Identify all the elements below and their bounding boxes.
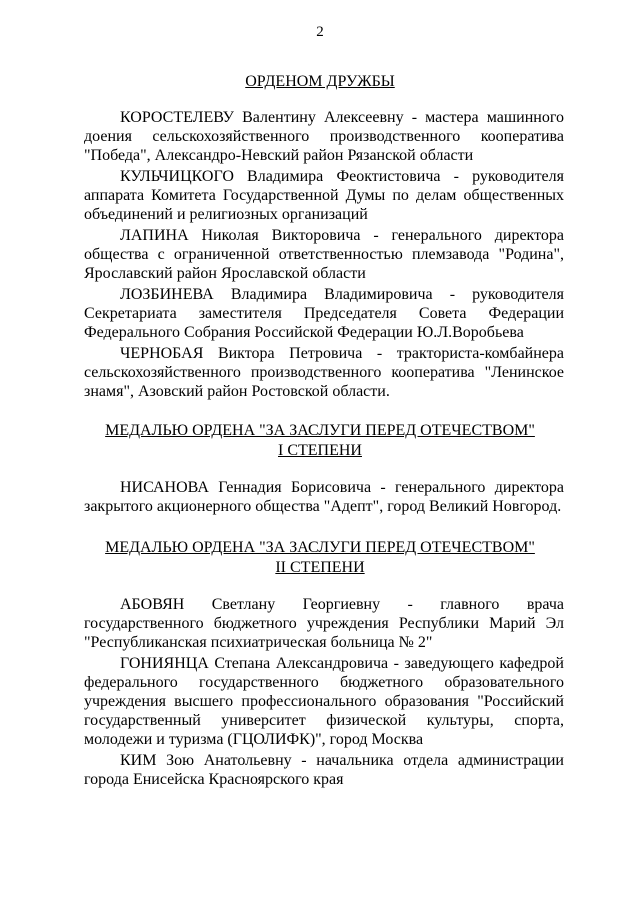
heading-line: МЕДАЛЬЮ ОРДЕНА "ЗА ЗАСЛУГИ ПЕРЕД ОТЕЧЕСТВОМ" <box>105 539 535 556</box>
heading-line: I СТЕПЕНИ <box>278 442 362 459</box>
entry-line: знамя", Азовский район Ростовской области. <box>84 383 390 400</box>
entry-line: города Енисейска Красноярского края <box>84 771 344 788</box>
award-entry <box>84 478 564 516</box>
entry-line: КОРОСТЕЛЕВУ Валентину Алексеевну - мастера машинного <box>120 109 564 126</box>
entry-line: общества с ограниченной ответственностью племзавода "Родина", <box>84 246 564 263</box>
entry-line: сельскохозяйственного производственного кооператива "Ленинское <box>84 364 564 381</box>
entry-line: аппарата Комитета Государственной Думы по делам общественных <box>84 187 564 204</box>
entry-line: "Победа", Александро-Невский район Рязанской области <box>84 147 474 164</box>
entry-line: учреждения высшего профессионального образования "Российский <box>84 693 564 710</box>
heading-line: ОРДЕНОМ ДРУЖБЫ <box>245 73 395 90</box>
entry-line: Ярославский район Ярославской области <box>84 265 366 282</box>
award-entry <box>84 226 564 283</box>
entry-line: молодежи и туризма (ГЦОЛИФК)", город Москва <box>84 731 424 748</box>
page-number: 2 <box>316 24 324 40</box>
section-heading-order-of-friendship <box>60 72 580 92</box>
entry-line: КИМ Зою Анатольевну - начальника отдела администрации <box>120 752 564 769</box>
entry-line: ГОНИЯНЦА Степана Александровича - заведующего кафедрой <box>120 655 564 672</box>
entry-line: доения сельскохозяйственного производственного кооператива <box>84 128 564 145</box>
award-entry <box>84 751 564 789</box>
entry-line: НИСАНОВА Геннадия Борисовича - генерального директора <box>120 479 564 496</box>
entry-line: ЛАПИНА Николая Викторовича - генерального директора <box>120 227 564 244</box>
entry-line: ЧЕРНОБАЯ Виктора Петровича - тракториста-комбайнера <box>120 345 564 362</box>
entry-line: ЛОЗБИНЕВА Владимира Владимировича - руководителя <box>120 286 564 303</box>
entry-line: объединений и религиозных организаций <box>84 206 368 223</box>
award-entry <box>84 654 564 749</box>
award-entry <box>84 108 564 165</box>
entry-line: Секретариата заместителя Председателя Совета Федерации <box>84 305 564 322</box>
entry-line: федерального государственного бюджетного образовательного <box>84 674 564 691</box>
entry-line: закрытого акционерного общества "Адепт", город Великий Новгород. <box>84 498 562 515</box>
award-entry <box>84 285 564 342</box>
entry-line: государственный университет физической культуры, спорта, <box>84 712 564 729</box>
entry-line: "Республиканская психиатрическая больница № 2" <box>84 634 433 651</box>
entry-line: Федерального Собрания Российской Федерации Ю.Л.Воробьева <box>84 324 524 341</box>
heading-line: МЕДАЛЬЮ ОРДЕНА "ЗА ЗАСЛУГИ ПЕРЕД ОТЕЧЕСТВОМ" <box>105 422 535 439</box>
section-heading-medal-2nd-degree <box>60 538 580 578</box>
section-heading-medal-1st-degree <box>60 421 580 461</box>
entry-line: АБОВЯН Светлану Георгиевну - главного врача <box>120 596 564 613</box>
award-entry <box>84 344 564 401</box>
heading-line: II СТЕПЕНИ <box>275 559 365 576</box>
award-entry <box>84 167 564 224</box>
entry-line: КУЛЬЧИЦКОГО Владимира Феоктистовича - руководителя <box>120 168 564 185</box>
entry-line: государственного бюджетного учреждения Республики Марий Эл <box>84 615 564 632</box>
award-entry <box>84 595 564 652</box>
